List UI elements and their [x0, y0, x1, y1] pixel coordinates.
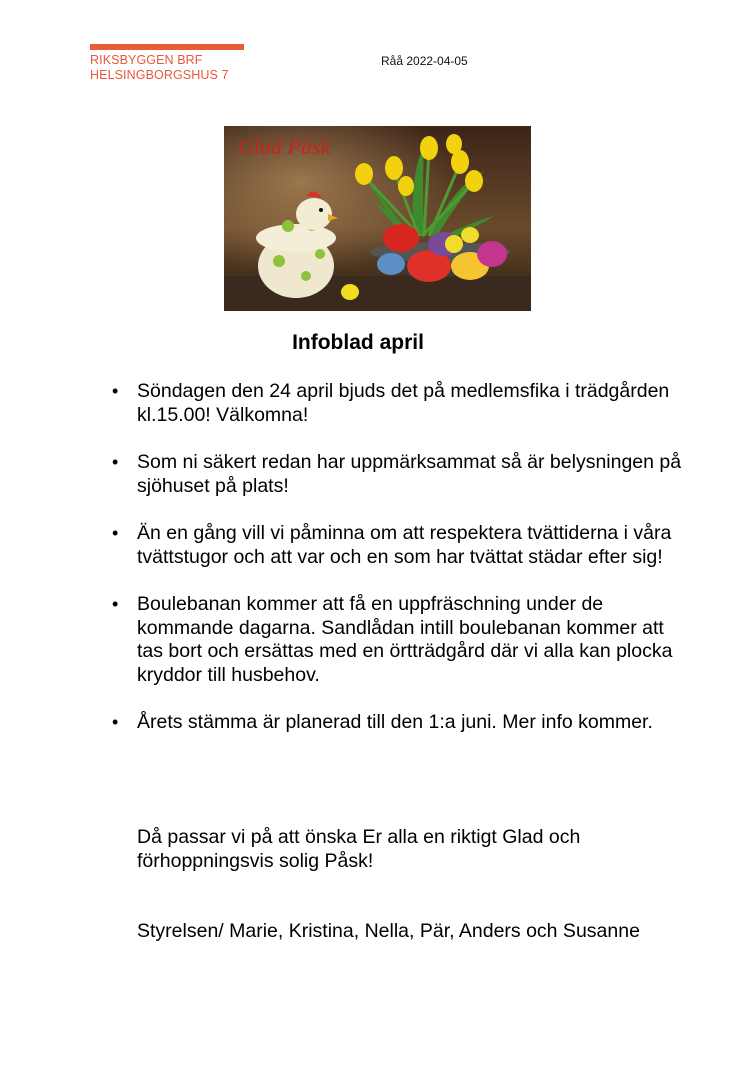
list-item-text: Årets stämma är planerad till den 1:a juni. Mer info kommer. [137, 711, 653, 733]
list-item-text: Som ni säkert redan har uppmärksammat så är belysningen på sjöhuset på plats! [137, 451, 682, 497]
list-item [110, 451, 690, 498]
bullet-icon: • [112, 712, 119, 732]
list-item-text: Söndagen den 24 april bjuds det på medlemsfika i trädgården kl.15.00! Välkomna! [137, 380, 670, 426]
bullet-icon: • [112, 594, 119, 614]
list-item [110, 593, 690, 687]
organization-name [90, 53, 229, 83]
list-item-text: Än en gång vill vi påminna om att respektera tvättiderna i våra tvättstugor och att var och en som har tvättat städar efter sig! [137, 522, 672, 568]
page-title: Infoblad april [292, 331, 424, 354]
brand-bar [90, 44, 244, 50]
bullet-icon: • [112, 523, 119, 543]
list-item [110, 522, 690, 569]
bullet-icon: • [112, 381, 119, 401]
organization-name-line2: HELSINGBORGSHUS 7 [90, 68, 229, 82]
list-item-text: Boulebanan kommer att få en uppfräschning under de kommande dagarna. Sandlådan intill boulebanan kommer att tas bort och ersättas med en örtträdgård där vi alla kan plocka kryddor till husbehov. [137, 593, 673, 686]
closing-greeting: Då passar vi på att önska Er alla en riktigt Glad och förhoppningsvis solig Påsk! [137, 826, 581, 872]
signature: Styrelsen/ Marie, Kristina, Nella, Pär, Anders och Susanne [137, 920, 640, 942]
easter-image [224, 126, 531, 311]
hero-caption: Glad Påsk [238, 134, 331, 159]
news-list [110, 380, 690, 759]
list-item [110, 711, 690, 735]
list-item [110, 380, 690, 427]
organization-name-line1: RIKSBYGGEN BRF [90, 53, 203, 67]
bullet-icon: • [112, 452, 119, 472]
document-date: Råå 2022-04-05 [381, 54, 468, 68]
